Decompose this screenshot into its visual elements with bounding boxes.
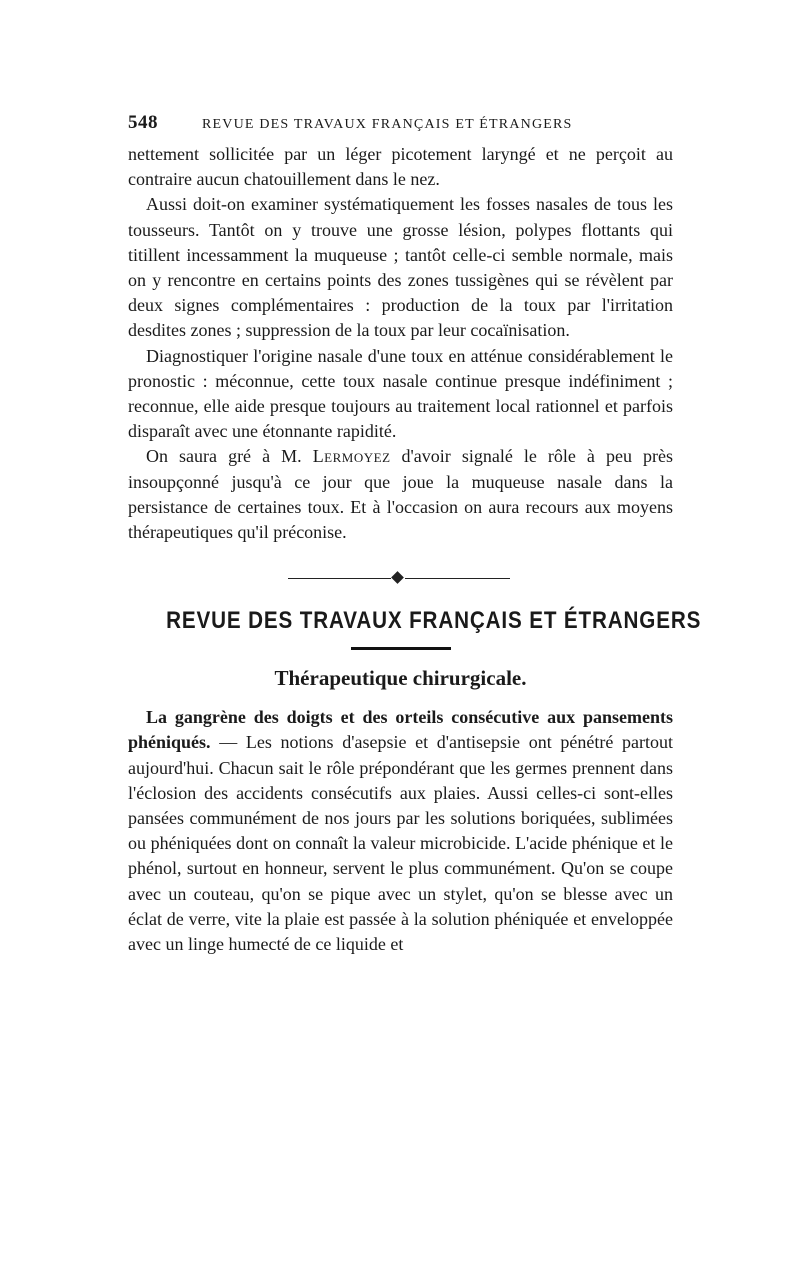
author-name: Lermoyez [312, 446, 391, 467]
section-rule [351, 647, 451, 650]
section-title: REVUE DES TRAVAUX FRANÇAIS ET ÉTRANGERS [166, 607, 702, 635]
ornament-line-left [288, 578, 391, 579]
running-title: REVUE DES TRAVAUX FRANÇAIS ET ÉTRANGERS [202, 117, 573, 132]
diamond-icon [391, 571, 404, 584]
ornament-divider [128, 561, 673, 591]
article-paragraph [128, 705, 673, 957]
article-text: — Les notions d'asepsie et d'antisepsie ont pénétré partout aujourd'hui. Chacun sait le rôle prépondérant que les germes prennent dans l'éclosion des accidents consécutifs aux plaies. Aussi celles-ci sont-elles pansées communément de nos jours par les solutions boriquées, sublimées ou phéniquées dont on connaît la valeur microbicide. L'acide phénique et le phénol, surtout en honneur, servent le plus communément. Qu'on se coupe avec un couteau, qu'on se pique avec un stylet, qu'on se blesse avec un éclat de verre, vite la plaie est passée à la solution phéniquée et enveloppée avec un linge humecté de ce liquide et [128, 732, 673, 955]
paragraph-2: Aussi doit-on examiner systématiquement les fosses nasales de tous les tousseurs. Tantôt on y trouve une grosse lésion, polypes flottants qui titillent incessamment la muqueuse ; tantôt celle-ci semble normale, mais on y rencontre en certains points des zones tussigènes qui se révèlent par deux signes complémentaires : production de la toux par l'irritation desdites zones ; suppression de la toux par leur cocaïnisation. [128, 194, 673, 341]
paragraph-4-start: On saura gré à M. [146, 446, 313, 467]
paragraph-3: Diagnostiquer l'origine nasale d'une toux en atténue considérablement le pronostic : méconnue, cette toux nasale continue presque indéfiniment ; reconnue, elle aide presque toujours au traitement local rationnel et parfois disparaît avec une étonnante rapidité. [128, 345, 673, 442]
subsection-title: Thérapeutique chirurgicale. [274, 666, 527, 691]
running-head [128, 112, 673, 142]
article-title: La gangrène des doigts et des orteils consécutive aux pansements phéniqués. [128, 707, 673, 753]
ornament-line-right [405, 578, 510, 579]
page [128, 112, 702, 957]
paragraph-1: nettement sollicitée par un léger picotement laryngé et ne perçoit au contraire aucun chatouillement dans le nez. [128, 144, 673, 190]
continued-text [128, 142, 673, 545]
page-number: 548 [128, 112, 158, 133]
paragraph-4-end: d'avoir signalé le rôle à peu près insoupçonné jusqu'à ce jour que joue la muqueuse nasale dans la persistance de certaines toux. Et à l'occasion on aura recours aux moyens thérapeutiques qu'il préconise. [128, 446, 673, 543]
paragraph-4 [128, 444, 673, 545]
article [128, 705, 673, 957]
